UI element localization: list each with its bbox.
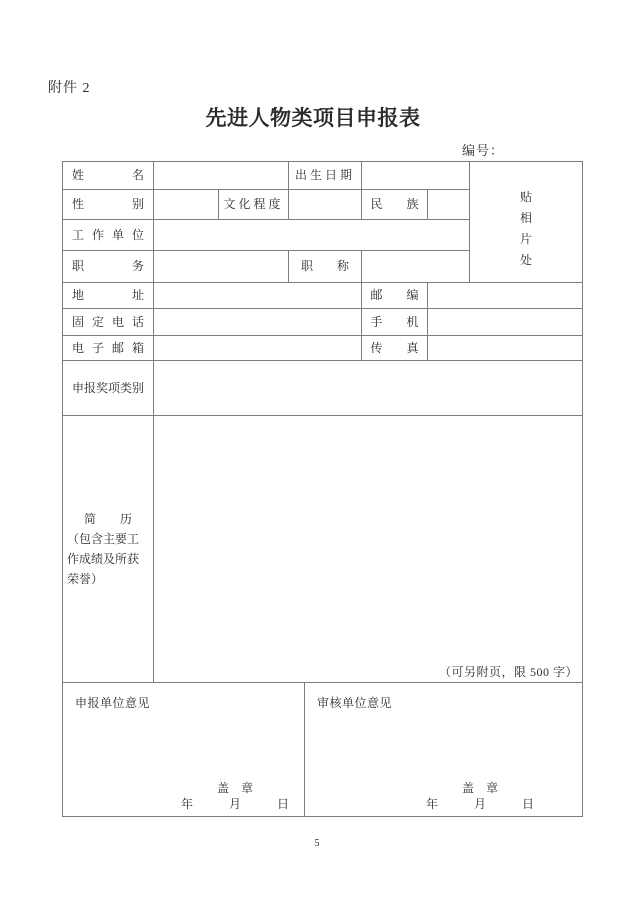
fax-value-cell — [428, 336, 582, 361]
education-label: 文化程度 — [219, 190, 289, 220]
gender-value-cell — [154, 190, 219, 220]
resume-value-cell — [154, 416, 582, 683]
review-unit-opinion-cell — [305, 683, 582, 816]
declaring-unit-seal-block — [181, 780, 289, 812]
attachment-label: 附件 2 — [48, 81, 91, 96]
seal-label: 盖 章 — [461, 781, 498, 795]
work-unit-label: 工作单位 — [63, 220, 154, 251]
position-value-cell — [154, 251, 289, 283]
resume-label-subtitle: （包含主要工作成绩及所获荣誉） — [67, 532, 140, 586]
award-category-value-cell — [154, 361, 582, 416]
landline-label: 固定电话 — [63, 309, 154, 336]
resume-note: （可另附页，限 500 字） — [438, 665, 578, 679]
postal-code-value-cell — [428, 283, 582, 309]
postal-code-label: 邮 编 — [362, 283, 428, 309]
email-value-cell — [154, 336, 362, 361]
mobile-value-cell — [428, 309, 582, 336]
review-unit-seal-block — [426, 780, 534, 812]
landline-value-cell — [154, 309, 362, 336]
job-title-label: 职 称 — [289, 251, 362, 283]
gender-label: 性 别 — [63, 190, 154, 220]
page-title: 先进人物类项目申报表 — [205, 106, 421, 130]
application-form-table — [62, 161, 583, 817]
code-label: 编号： — [462, 143, 505, 158]
photo-area: 贴相片处 — [470, 162, 582, 283]
review-unit-opinion-label: 审核单位意见 — [317, 696, 393, 710]
email-label: 电子邮箱 — [63, 336, 154, 361]
seal-label: 盖 章 — [216, 781, 253, 795]
name-label: 姓 名 — [63, 162, 154, 190]
name-value-cell — [154, 162, 289, 190]
work-unit-value-cell — [154, 220, 470, 251]
job-title-value-cell — [362, 251, 470, 283]
resume-label — [63, 416, 154, 683]
position-label: 职 务 — [63, 251, 154, 283]
ethnicity-value-cell — [428, 190, 470, 220]
ethnicity-label: 民 族 — [362, 190, 428, 220]
date-label: 年 月 日 — [425, 797, 534, 811]
declaring-unit-opinion-cell — [63, 683, 305, 816]
award-category-label: 申报奖项类别 — [63, 361, 154, 416]
education-value-cell — [289, 190, 362, 220]
address-value-cell — [154, 283, 362, 309]
page-number: 5 — [314, 838, 320, 849]
date-label: 年 月 日 — [180, 797, 289, 811]
resume-label-title: 简 历 — [83, 512, 132, 526]
address-label: 地 址 — [63, 283, 154, 309]
fax-label: 传 真 — [362, 336, 428, 361]
birth-date-label: 出生日期 — [289, 162, 362, 190]
birth-date-value-cell — [362, 162, 470, 190]
mobile-label: 手 机 — [362, 309, 428, 336]
declaring-unit-opinion-label: 申报单位意见 — [75, 696, 151, 710]
